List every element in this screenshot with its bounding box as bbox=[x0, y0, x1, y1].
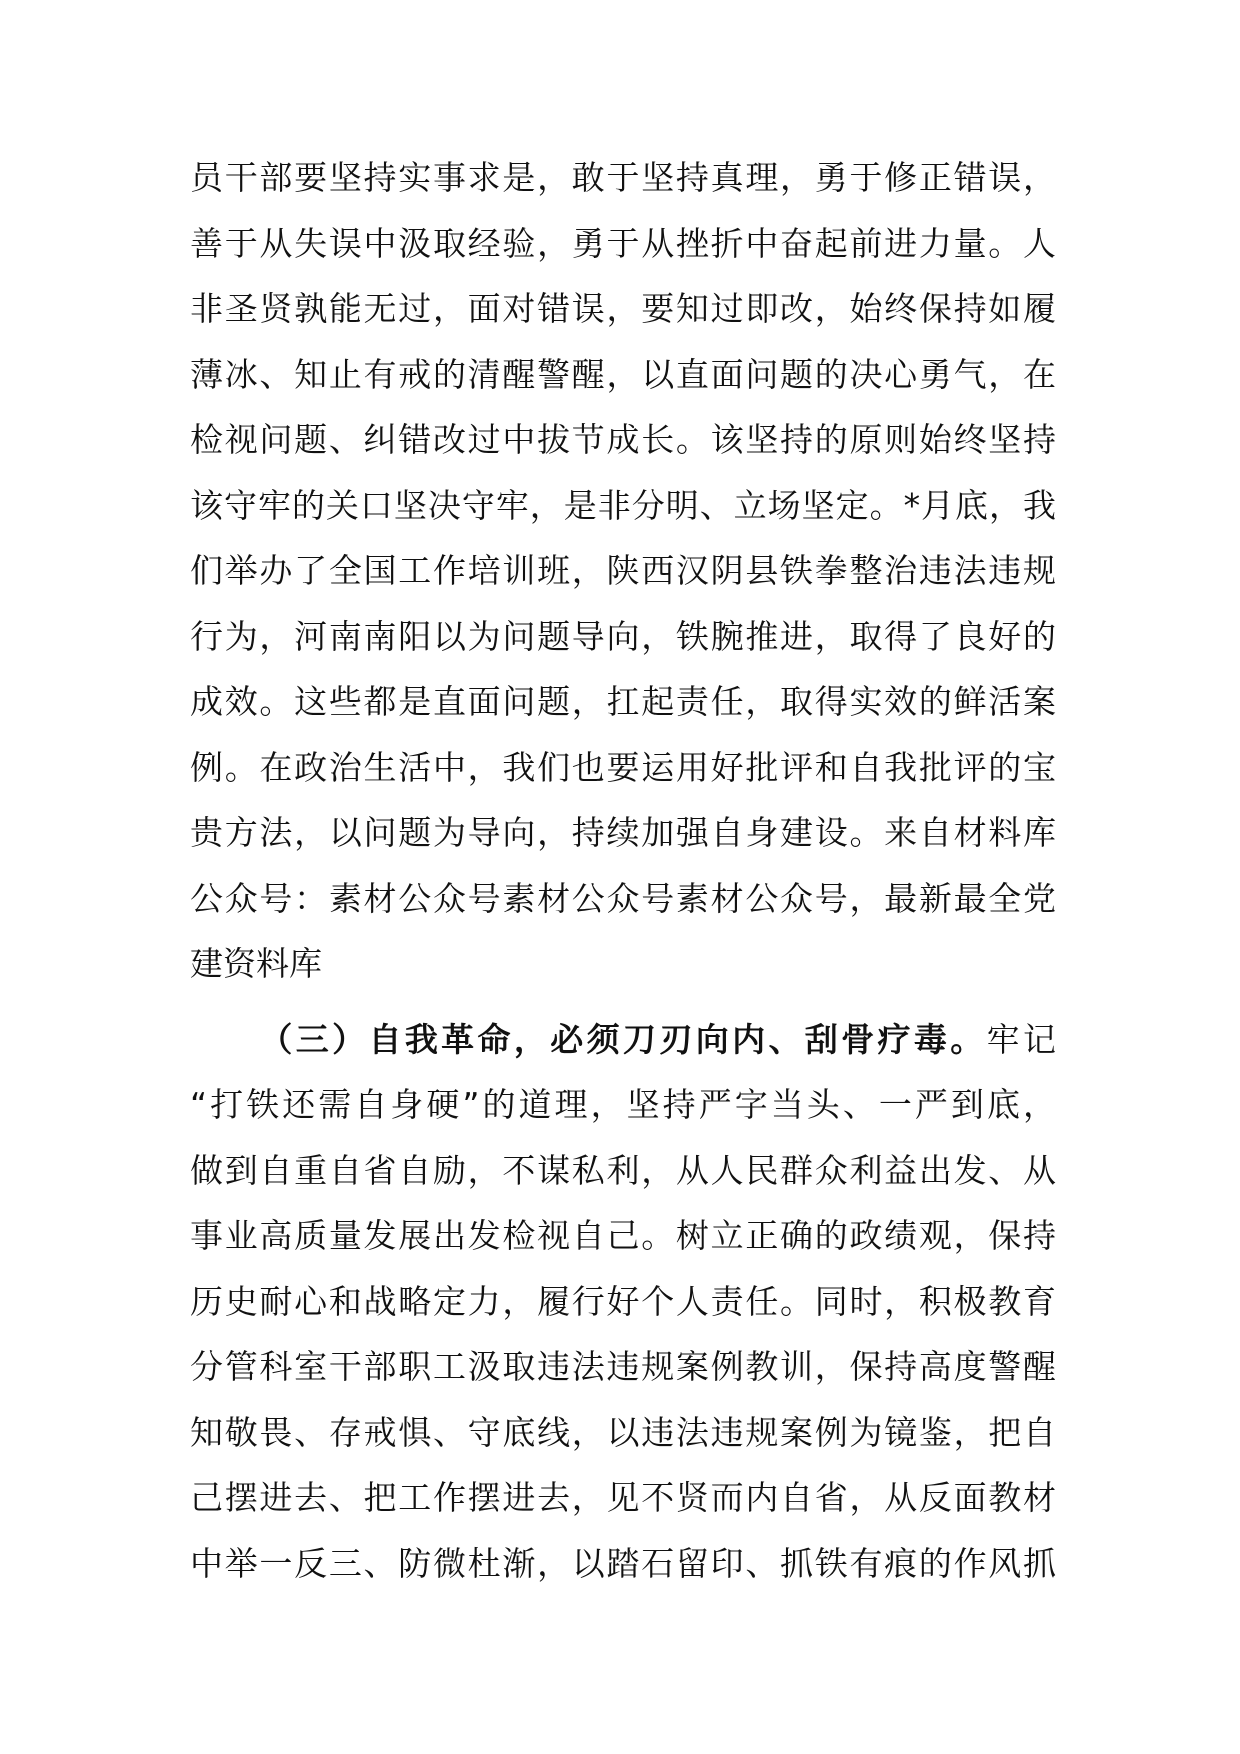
text-line: 行为，河南南阳以为问题导向，铁腕推进，取得了良好的 bbox=[190, 616, 1056, 656]
heading-line-rest: 牢记 bbox=[986, 1019, 1057, 1059]
text-line: 贵方法，以问题为导向，持续加强自身建设。来自材料库 bbox=[190, 813, 1056, 852]
heading-line bbox=[190, 1007, 1056, 1073]
section-heading: （三）自我革命，必须刀刃向内、刮骨疗毒。 bbox=[256, 1019, 987, 1059]
text-line: 薄冰、知止有戒的清醒警醒，以直面问题的决心勇气，在 bbox=[190, 354, 1056, 394]
text-line: 检视问题、纠错改过中拔节成长。该坚持的原则始终坚持 bbox=[190, 420, 1056, 459]
paragraph-spacer bbox=[190, 997, 1056, 1007]
text-line: 非圣贤孰能无过，面对错误，要知过即改，始终保持如履 bbox=[190, 289, 1056, 328]
text-line: 分管科室干部职工汲取违法违规案例教训，保持高度警醒 bbox=[190, 1347, 1056, 1386]
text-line: 中举一反三、防微杜渐，以踏石留印、抓铁有痕的作风抓 bbox=[190, 1543, 1056, 1583]
text-line: 善于从失误中汲取经验，勇于从挫折中奋起前进力量。人 bbox=[190, 223, 1056, 263]
text-line: 成效。这些都是直面问题，扛起责任，取得实效的鲜活案 bbox=[190, 682, 1056, 721]
text-line: 做到自重自省自励，不谋私利，从人民群众利益出发、从 bbox=[190, 1150, 1056, 1190]
text-line: 员干部要坚持实事求是，敢于坚持真理，勇于修正错误， bbox=[190, 158, 1056, 197]
document-body bbox=[190, 145, 1056, 1596]
text-line: “打铁还需自身硬”的道理，坚持严字当头、一严到底， bbox=[190, 1085, 1056, 1124]
text-line: 知敬畏、存戒惧、守底线，以违法违规案例为镜鉴，把自 bbox=[190, 1412, 1056, 1452]
text-line: 该守牢的关口坚决守牢，是非分明、立场坚定。*月底，我 bbox=[190, 485, 1056, 525]
paragraph-1 bbox=[190, 145, 1056, 997]
text-line: 己摆进去、把工作摆进去，见不贤而内自省，从反面教材 bbox=[190, 1478, 1056, 1517]
text-line: 事业高质量发展出发检视自己。树立正确的政绩观，保持 bbox=[190, 1216, 1056, 1255]
text-line: 例。在政治生活中，我们也要运用好批评和自我批评的宝 bbox=[190, 747, 1056, 787]
text-line: 们举办了全国工作培训班，陕西汉阴县铁拳整治违法违规 bbox=[190, 551, 1056, 590]
text-line: 公众号：素材公众号素材公众号素材公众号，最新最全党 bbox=[190, 878, 1056, 918]
text-line: 历史耐心和战略定力，履行好个人责任。同时，积极教育 bbox=[190, 1281, 1056, 1321]
paragraph-2 bbox=[190, 1007, 1056, 1597]
text-line: 建资料库 bbox=[190, 944, 322, 983]
